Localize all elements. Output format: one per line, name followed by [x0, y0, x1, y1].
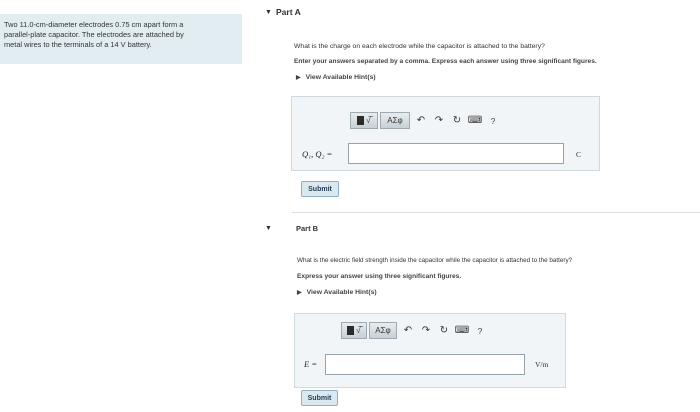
- part-a-answer-panel: [291, 96, 600, 171]
- part-b-view-hints-link[interactable]: [297, 289, 377, 296]
- sqrt-template-icon[interactable]: √̅: [350, 112, 378, 129]
- redo-icon[interactable]: ↷: [421, 325, 431, 336]
- part-a-view-hints-link[interactable]: [296, 74, 376, 81]
- part-b-math-toolbar: [341, 321, 489, 340]
- part-b-variable-label: E =: [304, 359, 318, 369]
- part-a-question: What is the charge on each electrode while the capacitor is attached to the battery?: [294, 43, 545, 50]
- keyboard-icon[interactable]: ⌨: [454, 325, 470, 336]
- part-b-answer-input[interactable]: [325, 354, 525, 375]
- part-a-math-toolbar: [350, 111, 502, 130]
- part-a-section: [265, 0, 700, 205]
- section-divider: [292, 212, 700, 213]
- part-b-question: What is the electric field strength inside the capacitor while the capacitor is attached to the battery?: [297, 257, 573, 264]
- caret-right-icon: ▶: [296, 75, 301, 81]
- part-a-answer-input[interactable]: [348, 143, 564, 164]
- caret-down-icon[interactable]: ▼: [265, 225, 272, 232]
- hints-label: View Available Hint(s): [306, 289, 377, 296]
- part-b-unit: V/m: [535, 360, 549, 369]
- part-a-title[interactable]: Part A: [276, 7, 301, 17]
- part-b-instruction: Express your answer using three significant figures.: [297, 273, 462, 280]
- greek-symbols-icon[interactable]: AΣφ: [380, 112, 410, 129]
- redo-icon[interactable]: ↷: [434, 115, 444, 126]
- undo-icon[interactable]: ↶: [416, 115, 426, 126]
- caret-down-icon[interactable]: ▼: [265, 9, 272, 16]
- reset-icon[interactable]: ↻: [452, 115, 462, 126]
- caret-right-icon: ▶: [297, 290, 302, 296]
- undo-icon[interactable]: ↶: [403, 325, 413, 336]
- hints-label: View Available Hint(s): [305, 74, 376, 81]
- part-b-title[interactable]: Part B: [296, 224, 319, 233]
- problem-statement: [0, 14, 242, 64]
- sqrt-template-icon[interactable]: √̅: [341, 322, 367, 339]
- part-b-answer-panel: [294, 313, 566, 388]
- greek-symbols-icon[interactable]: AΣφ: [369, 322, 397, 339]
- part-a-unit: C: [576, 150, 582, 159]
- part-a-instruction: Enter your answers separated by a comma. Express each answer using three significant figures.: [294, 58, 597, 65]
- problem-line: parallel-plate capacitor. The electrodes are attached by: [4, 30, 184, 39]
- problem-line: metal wires to the terminals of a 14 V battery.: [4, 40, 152, 49]
- part-a-variable-label: Q₁, Q₂ =: [302, 149, 333, 159]
- reset-icon[interactable]: ↻: [439, 325, 449, 336]
- problem-line: Two 11.0-cm-diameter electrodes 0.75 cm apart form a: [4, 20, 184, 29]
- part-b-submit-button[interactable]: Submit: [301, 390, 338, 406]
- help-icon[interactable]: ?: [490, 115, 496, 126]
- keyboard-icon[interactable]: ⌨: [467, 115, 483, 126]
- help-icon[interactable]: ?: [477, 325, 483, 336]
- part-b-section: [265, 215, 700, 412]
- part-a-submit-button[interactable]: Submit: [301, 181, 339, 197]
